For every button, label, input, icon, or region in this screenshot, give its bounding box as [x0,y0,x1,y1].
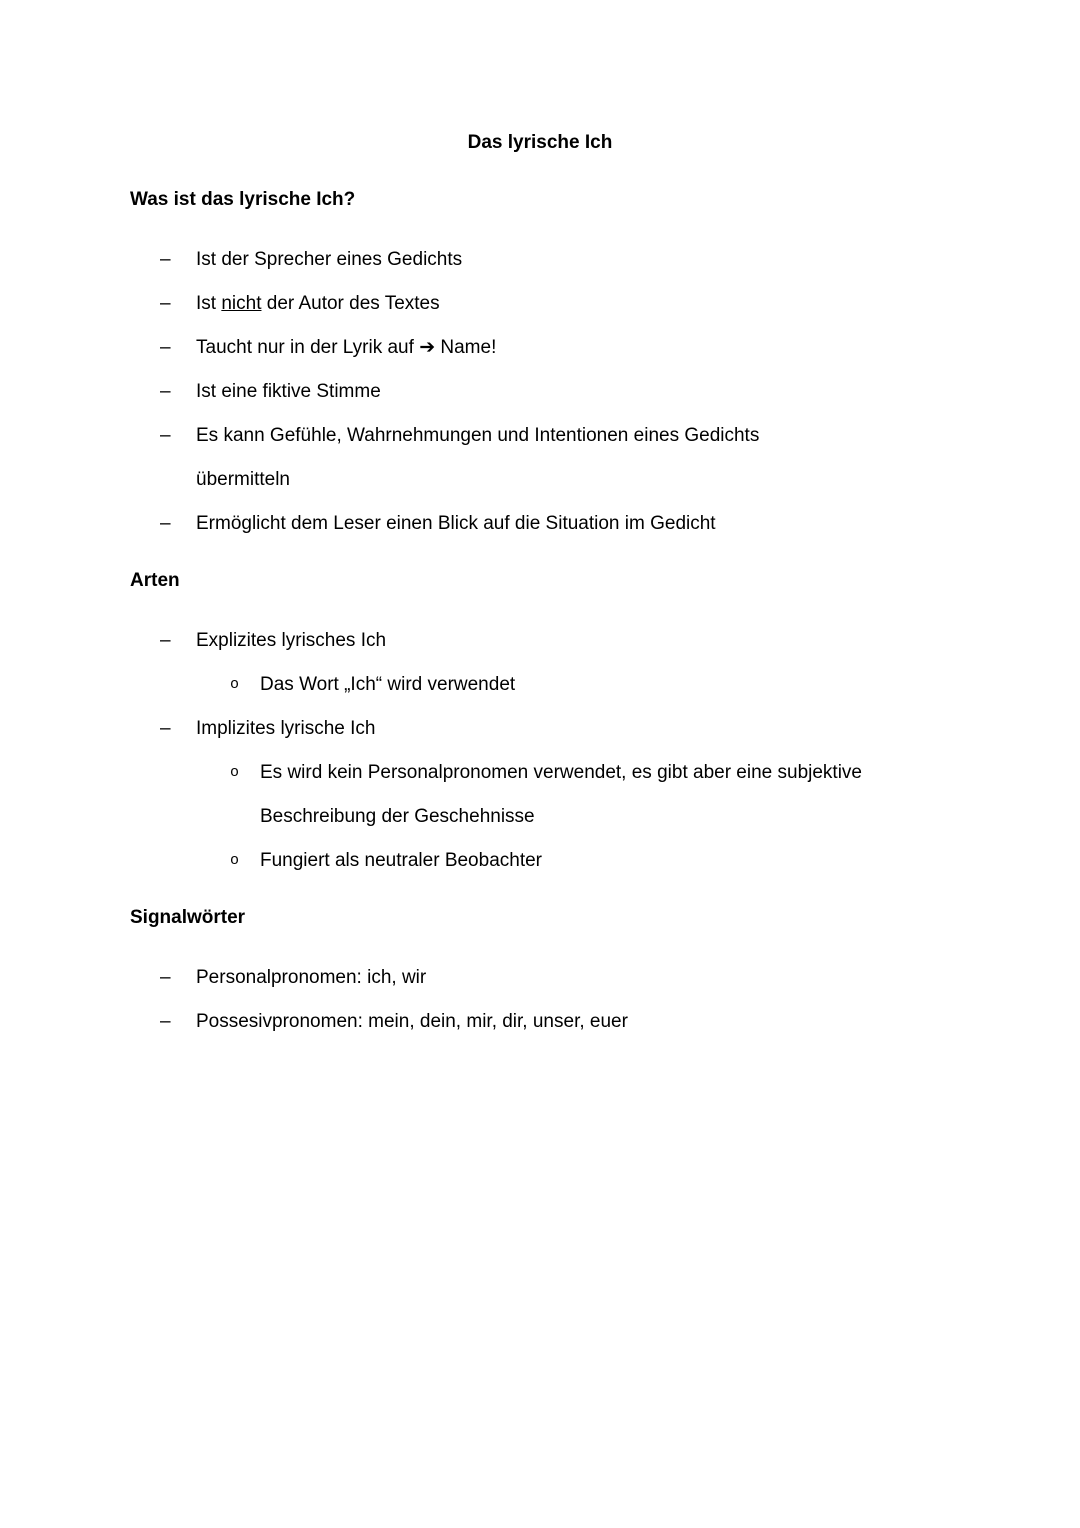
section-heading-signalwoerter: Signalwörter [130,907,246,928]
list-item [130,370,950,414]
list-item-text: der Autor des Textes [261,293,440,314]
right-arrow-icon: ➔ [419,337,436,358]
list-item-text: Ermöglicht dem Leser einen Blick auf die Situation im Gedicht [196,513,716,534]
sub-list-item [130,839,950,883]
list-item-text: übermitteln [196,469,290,490]
document-title: Das lyrische Ich [467,132,613,153]
list-item-text: Possesivpronomen: mein, dein, mir, dir, unser, euer [196,1011,628,1032]
list-item [130,707,950,751]
section-heading-was-ist: Was ist das lyrische Ich? [130,189,356,210]
dash-bullet-marker: – [160,425,171,446]
bullet-list [130,238,950,546]
list-item-text: Fungiert als neutraler Beobachter [260,850,542,871]
list-item [130,619,950,663]
list-item-text: Personalpronomen: ich, wir [196,967,427,988]
list-item-text: Es wird kein Personalpronomen verwendet, es gibt aber eine subjektive [260,762,862,783]
circle-bullet-marker: o [230,676,240,693]
list-item-text: Ist eine fiktive Stimme [196,381,381,402]
list-item-text: Name! [435,337,497,358]
sub-list-item [130,751,950,839]
list-item [130,238,950,282]
section-heading-arten: Arten [130,570,180,591]
dash-bullet-marker: – [160,967,171,988]
list-item [130,1000,950,1044]
list-item [130,502,950,546]
dash-bullet-marker: – [160,1011,171,1032]
sub-list-item [130,663,950,707]
dash-bullet-marker: – [160,718,171,739]
dash-bullet-marker: – [160,513,171,534]
list-item-text: Beschreibung der Geschehnisse [260,806,535,827]
list-item-text: Explizites lyrisches Ich [196,630,387,651]
list-item [130,956,950,1000]
bullet-list [130,956,950,1044]
list-item [130,326,950,370]
dash-bullet-marker: – [160,337,171,358]
list-item-text: Das Wort „Ich“ wird verwendet [260,674,516,695]
dash-bullet-marker: – [160,381,171,402]
circle-bullet-marker: o [230,764,240,781]
list-item-text: Implizites lyrische Ich [196,718,376,739]
dash-bullet-marker: – [160,293,171,314]
circle-bullet-marker: o [230,852,240,869]
list-item-text: Taucht nur in der Lyrik auf [196,337,420,358]
bullet-list [130,619,950,883]
dash-bullet-marker: – [160,630,171,651]
underlined-text: nicht [221,293,262,314]
list-item-text: Ist der Sprecher eines Gedichts [196,249,463,270]
list-item-text: Es kann Gefühle, Wahrnehmungen und Intentionen eines Gedichts [196,425,760,446]
list-item [130,282,950,326]
list-item [130,414,950,502]
dash-bullet-marker: – [160,249,171,270]
list-item-text: Ist [196,293,222,314]
